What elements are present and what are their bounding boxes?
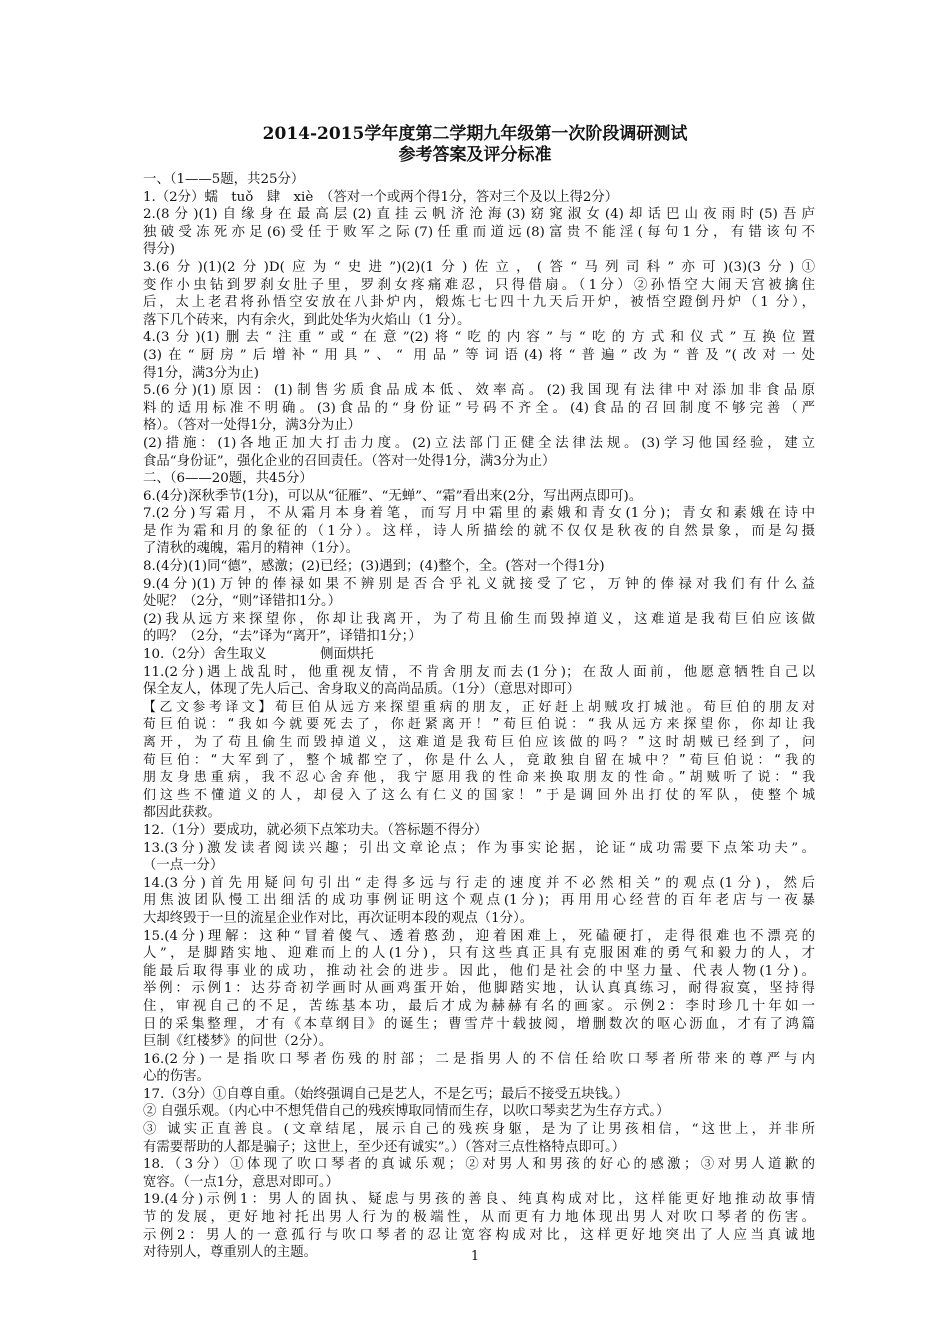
answer-line: 人”，是脚踏实地、迎难而上的人(1分)，只有这些真正具有克服困难的勇气和毅力的人，才 xyxy=(143,946,815,962)
answer-line: 4.(3分)(1)删去“注重”或“在意”(2)将“吃的内容”与“吃的方式和仪式”互换位置 xyxy=(143,330,815,346)
answer-line: 16.(2分)一是指吹口琴者伤残的肘部；二是指男人的不信任给吹口琴者所带来的尊严与内 xyxy=(143,1051,815,1067)
answer-line: 独破受冻死亦足(6)受任于败军之际(7)任重而道远(8)富贵不能淫(每句1分，有错该句不 xyxy=(143,224,815,240)
answer-line: 节的发展，更好地衬托出男人行为的极端性，从而更有力地体现出男人对吹口琴者的伤害。 xyxy=(143,1210,815,1226)
answer-line: 得1分，满3分为止) xyxy=(143,365,259,381)
answer-line: 格）。（答对一处得1分，满3分为止） xyxy=(143,418,361,434)
answer-line: 5.(6分)(1)原因：(1)制售劣质食品成本低、效率高。(2)我国现有法律中对添加非食品原 xyxy=(143,383,815,399)
translation-line: 离开，为了苟且偷生而毁掉道义，这难道是我荀巨伯应该做的吗？”这时胡贼已经到了，问 xyxy=(143,735,815,750)
answer-line: 日的采集整理，才有《本草纲目》的诞生；曹雪芹十载披阅，增删数次的呕心沥血，才有了鸿篇 xyxy=(143,1016,815,1032)
answer-line: 食品“身份证”，强化企业的召回责任。（答对一处得1分，满3分为止） xyxy=(143,453,556,469)
answer-line: 1.（2分）蠕 tuǒ 肆 xiè （答对一个或两个得1分，答对三个及以上得2分） xyxy=(143,189,619,205)
answer-line: 大却终毁于一旦的流星企业作对比，再次证明本段的观点（1分）。 xyxy=(143,910,534,926)
answer-line: 保全友人，体现了先人后己、舍身取义的高尚品质。（1分）（意思对即可） xyxy=(143,682,581,698)
answer-line: (2)措施：(1)各地正加大打击力度。(2)立法部门正健全法律法规。(3)学习他国经验，建立 xyxy=(143,435,815,451)
answer-line: 7.(2分)写霜月，不从霜月本身着笔，而写月中霜里的素娥和青女(1分)；青女和素娥在诗中 xyxy=(143,506,815,522)
answer-line: （一点一分） xyxy=(143,858,224,874)
answer-line: 对待别人，尊重别人的主题。 xyxy=(143,1245,318,1261)
answer-line: (2)我从远方来探望你，你却让我离开，为了苟且偷生而毁掉道义，这难道是我荀巨伯应该做 xyxy=(143,611,815,627)
answer-line: 心的伤害。 xyxy=(143,1069,210,1085)
answer-line: 举例：示例1：达芬奇初学画时从画鸡蛋开始，他脚踏实地，认认真真练习，耐得寂寞，坚持得 xyxy=(143,981,815,997)
answer-line: 14.(3分)首先用疑问句引出“走得多远与行走的速度并不必然相关”的观点(1分)，然后 xyxy=(143,875,815,891)
translation-line: 荀巨伯：“大军到了，整个城都空了，你是什么人，竟敢独自留在城中？”荀巨伯说：“我的 xyxy=(143,752,815,768)
answer-line: ③ 诚实正直善良。(文章结尾，展示自己的残疾身躯，是为了让男孩相信，“这世上，并非所 xyxy=(143,1122,815,1138)
answer-line: 11.(2分)遇上战乱时，他重视友情，不肯舍朋友而去(1分)；在敌人面前，他愿意牺牲自己以 xyxy=(143,664,815,680)
answer-line: 12.（1分）要成功，就必须下点笨功夫。（答标题不得分） xyxy=(143,822,488,838)
answer-line: 13.(3分)激发读者阅读兴趣；引出文章论点；作为事实论据，论证“成功需要下点笨功夫”。 xyxy=(143,840,815,856)
answer-line: 6.(4分)深秋季节(1分)，可以从“征雁”、“无蝉”、“霜”看出来(2分，写出两点即可)。 xyxy=(143,488,643,504)
page-number: 1 xyxy=(470,1249,480,1264)
answer-line: 得分) xyxy=(143,242,176,258)
translation-line: 【乙文参考译文】荀巨伯从远方来探望重病的朋友，正好赶上胡贼攻打城池。荀巨伯的朋友对 xyxy=(143,699,815,715)
answer-line: 17.（3分）①自尊自重。（始终强调自己是艺人，不是乞丐；最后不接受五块钱。） xyxy=(143,1086,629,1102)
answer-line: 了清秋的魂魄，霜月的精神（1分）。 xyxy=(143,541,360,557)
answer-line: 10.（2分）舍生取义 侧面烘托 xyxy=(143,647,374,663)
answer-line: 落下几个砖来，内有余火，到此处华为火焰山（1 分）。 xyxy=(143,312,471,328)
answer-line: 示例2：男人的一意孤行与吹口琴者的忍让宽容构成对比，这样更好地突出了人应当真诚地 xyxy=(143,1227,815,1243)
answer-line: 宽容。（一点1分，意思对即可。） xyxy=(143,1174,339,1190)
translation-line: 们这些不懂道义的人，却侵入了这么有仁义的国家！”于是调回外出打仗的军队，使整个城 xyxy=(143,787,815,803)
answer-line: 有需要帮助的人都是骗子；这世上，至少还有诚实”。）（答对三点性格特点即可。） xyxy=(143,1139,626,1155)
translation-line: 朋友身患重病，我不忍心舍弃他，我宁愿用我的性命来换取朋友的性命。”胡贼听了说：“我 xyxy=(143,770,815,786)
answer-line: 巨制《红楼梦》的问世（2分）。 xyxy=(143,1034,333,1050)
answer-body xyxy=(143,171,815,1262)
answer-line: 8.(4分)(1)同“德”，感激；(2)已经；(3)遇到；(4)整个，全。(答对一个得1分) xyxy=(143,559,605,575)
answer-line: (3)在“厨房”后增补“用具”、“ 用品”等词语(4)将“普遍”改为“普及”(改对一处 xyxy=(143,347,815,363)
answer-line: 住，审视自己的不足，苦练基本功，最后才成为赫赫有名的画家。示例2：李时珍几十年如一 xyxy=(143,998,815,1014)
answer-line: 后，太上老君将孙悟空安放在八卦炉内，煅炼七七四十九天后开炉，被悟空蹬倒丹炉（1 分）， xyxy=(143,295,815,311)
translation-line: 荀巨伯说：“我如今就要死去了，你赶紧离开！”荀巨伯说：“我从远方来探望你，你却让我 xyxy=(143,717,815,733)
answer-line: 19.(4分)示例1：男人的固执、疑虑与男孩的善良、纯真构成对比，这样能更好地推动故事情 xyxy=(143,1192,815,1208)
answer-line: 18.（3分）①体现了吹口琴者的真诚乐观；②对男人和男孩的好心的感激；③对男人道歉的 xyxy=(143,1157,815,1173)
answer-line: 用焦波团队慢工出细活的成功事例证明这个观点(1分)；再用用心经营的百年老店与一夜暴 xyxy=(143,893,815,909)
answer-line: 料的适用标准不明确。(3)食品的“身份证”号码不齐全。(4)食品的召回制度不够完善（严 xyxy=(143,400,815,416)
answer-line: 是作为霜和月的象征的（1分）。这样，诗人所描绘的就不仅仅是秋夜的自然景象，而是勾摄 xyxy=(143,523,815,539)
answer-line: 3.(6分)(1)(2分)D(应为“史进”)(2)(1分)佐立，(答“马列司科”亦可)(3)(3分)① xyxy=(143,259,815,275)
answer-line: ② 自强乐观。（内心中不想凭借自己的残疾博取同情而生存，以吹口琴卖艺为生存方式。） xyxy=(143,1104,670,1120)
answer-line: 15.(4分)理解：这种“冒着傻气、透着憨劲，迎着困难上，死磕硬打，走得很难也不漂亮的 xyxy=(143,928,815,944)
answer-line: 9.(4分)(1)万钟的俸禄如果不辨别是否合乎礼义就接受了它，万钟的俸禄对我们有什么益 xyxy=(143,576,815,592)
document-title: 2014-2015学年度第二学期九年级第一次阶段调研测试 xyxy=(262,124,688,144)
answer-line: 处呢？（2分，“则”译错扣1分。） xyxy=(143,594,342,610)
answer-line: 一、（1——5题，共25分） xyxy=(143,172,305,187)
answer-line: 的吗？（2分，“去”译为“离开”，译错扣1分；） xyxy=(143,629,422,645)
answer-line: 二、（6——20题，共45分） xyxy=(143,471,313,487)
answer-line: 能最后取得事业的成功，推动社会的进步。因此，他们是社会的中坚力量、代表人物(1分)。 xyxy=(143,963,815,979)
translation-line: 都因此获救。 xyxy=(143,805,221,821)
answer-line: 2.(8分)(1)自缘身在最高层(2)直挂云帆济沧海(3)窈窕淑女(4)却话巴山夜雨时(5)吾庐 xyxy=(143,207,815,223)
answer-line: 变作小虫钻到罗刹女肚子里，罗刹女疼痛难忍，只得借扇。（1分）②孙悟空大闹天宫被擒住 xyxy=(143,277,815,293)
document-subtitle: 参考答案及评分标准 xyxy=(398,145,552,165)
